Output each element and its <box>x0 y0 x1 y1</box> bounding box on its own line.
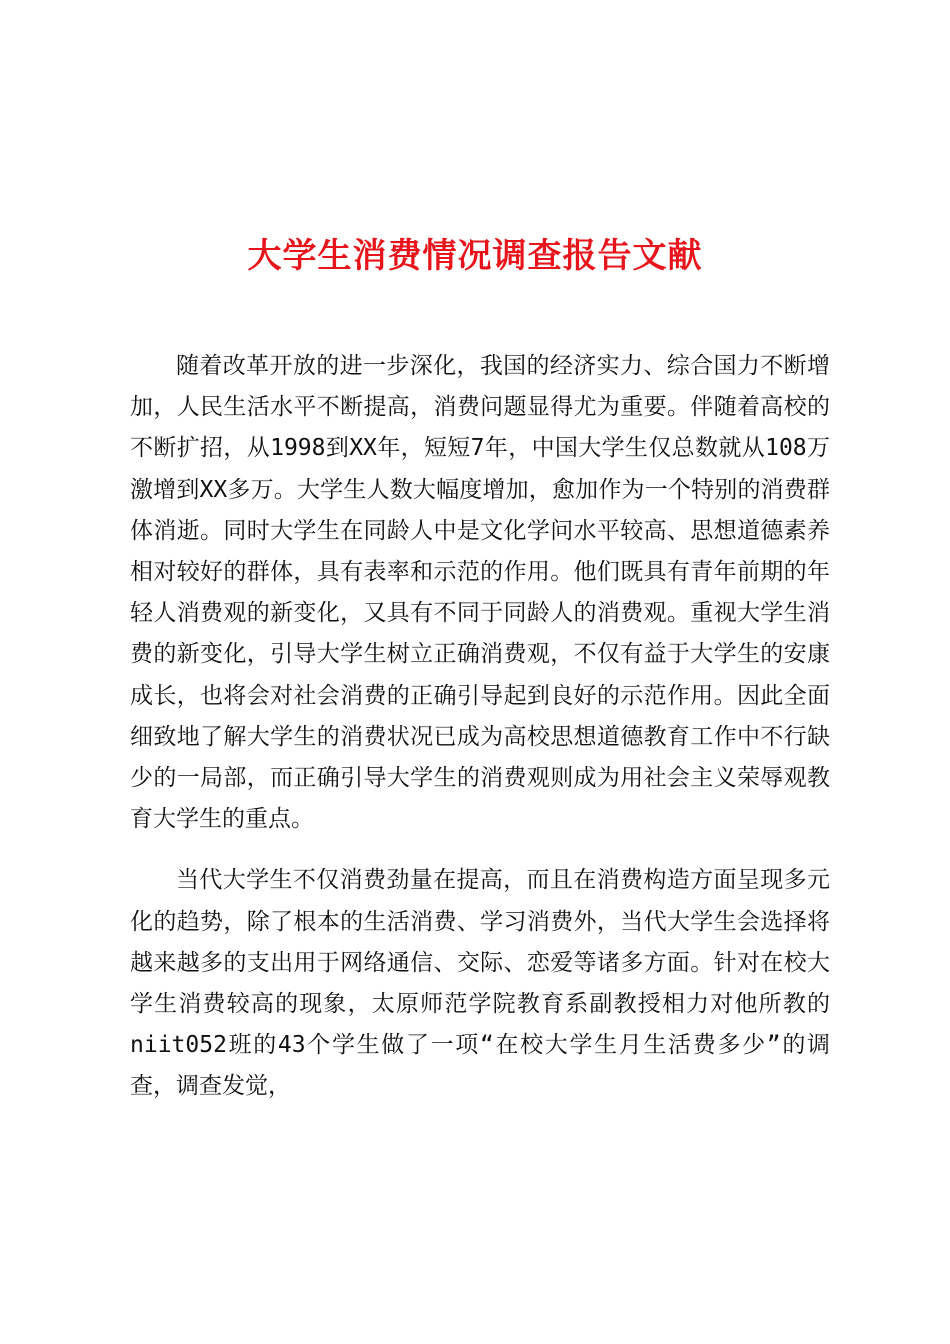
document-body <box>130 346 830 1108</box>
paragraph-1: 随着改革开放的进一步深化，我国的经济实力、综合国力不断增加，人民生活水平不断提高，消费问题显得尤为重要。伴随着高校的不断扩招，从1998到XX年，短短7年，中国大学生仅总数就从108万激增到XX多万。大学生人数大幅度增加，愈加作为一个特别的消费群体消逝。同时大学生在同龄人中是文化学问水平较高、思想道德素养相对较好的群体，具有表率和示范的作用。他们既具有青年前期的年轻人消费观的新变化，又具有不同于同龄人的消费观。重视大学生消费的新变化，引导大学生树立正确消费观，不仅有益于大学生的安康成长，也将会对社会消费的正确引导起到良好的示范作用。因此全面细致地了解大学生的消费状况已成为高校思想道德教育工作中不行缺少的一局部，而正确引导大学生的消费观则成为用社会主义荣辱观教育大学生的重点。 <box>130 353 830 833</box>
document-title: 大学生消费情况调查报告文献 <box>247 235 703 276</box>
paragraph-2: 当代大学生不仅消费劲量在提高，而且在消费构造方面呈现多元化的趋势，除了根本的生活消费、学习消费外，当代大学生会选择将越来越多的支出用于网络通信、交际、恋爱等诸多方面。针对在校大学生消费较高的现象，太原师范学院教育系副教授相力对他所教的niit052班的43个学生做了一项“在校大学生月生活费多少”的调查，调查发觉， <box>130 867 830 1100</box>
